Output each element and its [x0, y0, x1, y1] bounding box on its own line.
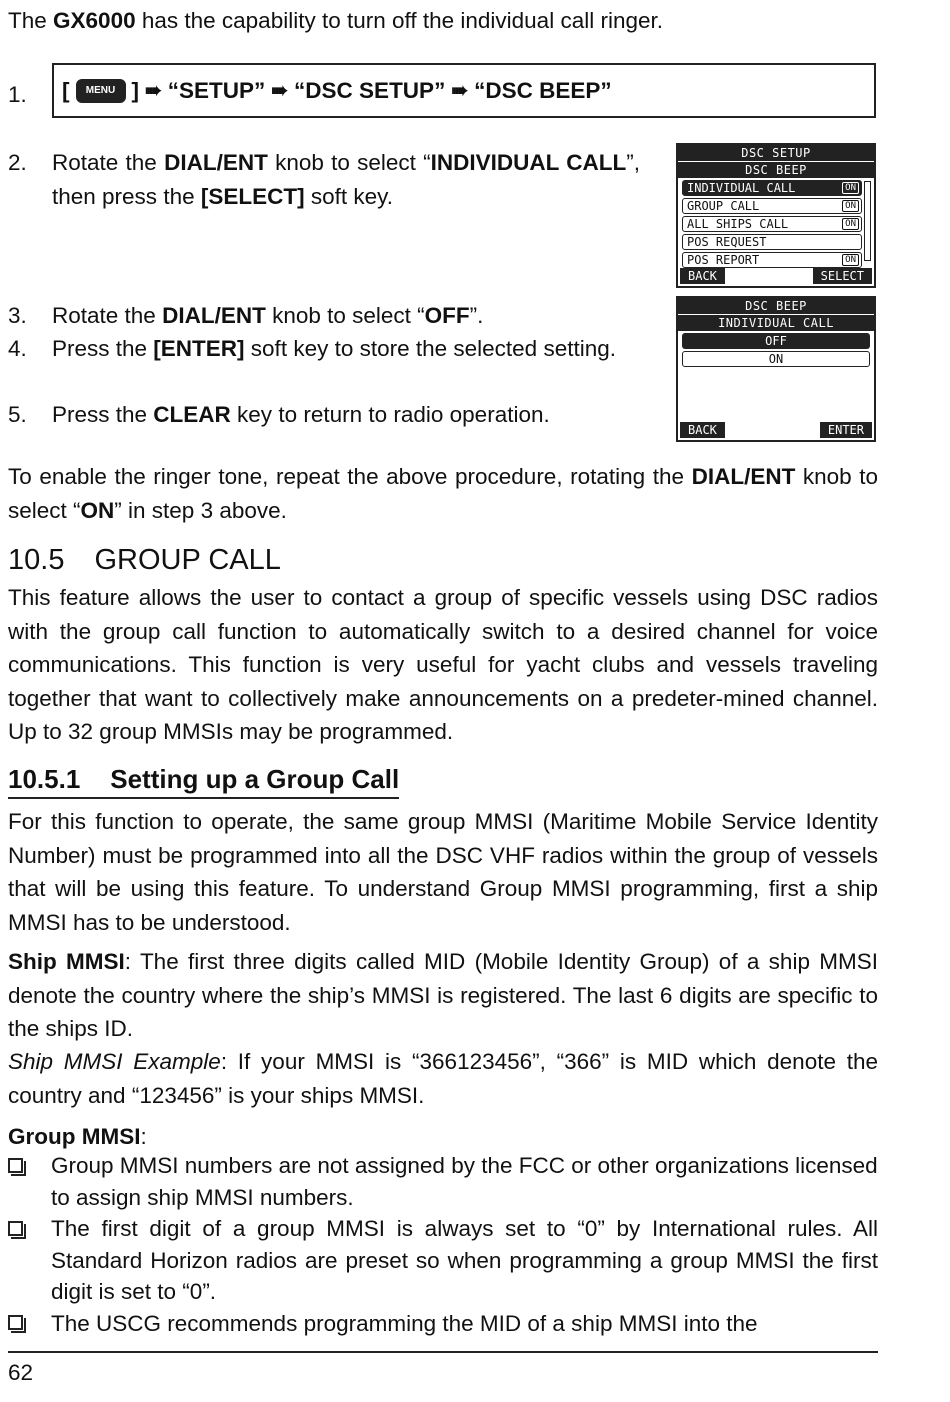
lcd-menu-row: POS REQUEST [682, 234, 862, 250]
lcd-title: DSC BEEP [678, 298, 874, 314]
checkbox-bullet-icon [8, 1158, 23, 1173]
checkbox-bullet-icon [8, 1315, 23, 1330]
lcd-menu-row: ALL SHIPS CALL ON [682, 216, 862, 232]
page-number: 62 [8, 1360, 34, 1385]
checkbox-bullet-icon [8, 1221, 23, 1236]
step-number-3: 3. [8, 303, 27, 328]
lcd-subtitle: INDIVIDUAL CALL [678, 314, 874, 331]
back-softkey: BACK [680, 268, 725, 284]
intro-text: The GX6000 has the capability to turn off the individual call ringer. [8, 8, 663, 33]
lcd-screen-individual-call [676, 296, 876, 442]
section-body: This feature allows the user to contact a group of specific vessels using DSC radios with the group call function to automatically switch to a desired channel for voice communications. This function is very useful for yacht clubs and vessels traveling together that want to collectively make announcements on a predeter-mined channel. Up to 32 group MMSIs may be programmed. [8, 585, 878, 744]
lcd-menu-row: POS REPORT ON [682, 252, 862, 268]
group-mmsi-label: Group MMSI: [8, 1124, 147, 1149]
arrow-icon: ➠ [145, 80, 162, 102]
step-number-1: 1. [8, 82, 27, 107]
ship-mmsi-paragraph: Ship MMSI: The first three digits called MID (Mobile Identity Group) of a ship MMSI denote the country where the ship’s MMSI is registered. The last 6 digits are specific to the ships ID. [8, 949, 878, 1041]
list-item: The USCG recommends programming the MID of a ship MMSI into the [8, 1307, 878, 1341]
arrow-icon: ➠ [271, 80, 289, 102]
menu-path-item: “DSC BEEP” [474, 77, 612, 103]
lcd-screen-dsc-beep-menu [676, 143, 876, 288]
ship-mmsi-example: Ship MMSI Example: If your MMSI is “366123456”, “366” is MID which denote the country and “123456” is your ships MMSI. [8, 1049, 878, 1108]
arrow-icon: ➠ [451, 80, 469, 102]
menu-path-item: “SETUP” [167, 77, 266, 103]
subsection-body: For this function to operate, the same group MMSI (Maritime Mobile Service Identity Number) must be programmed into all the DSC VHF radios within the group of vessels that will be using this feature. To understand Group MMSI programming, first a ship MMSI has to be understood. [8, 809, 878, 935]
step-2-text: Rotate the DIAL/ENT knob to select “INDIVIDUAL CALL”, then press the [SELECT] soft key. [52, 150, 640, 209]
enter-softkey: ENTER [820, 422, 872, 438]
menu-path-item: “DSC SETUP” [294, 77, 446, 103]
lcd-scrollbar [864, 181, 871, 261]
back-softkey: BACK [680, 422, 725, 438]
enable-ringer-note: To enable the ringer tone, repeat the above procedure, rotating the DIAL/ENT knob to select “ON” in step 3 above. [8, 464, 878, 523]
step-5-text: Press the CLEAR key to return to radio operation. [52, 402, 550, 427]
step-4-text: Press the [ENTER] soft key to store the selected setting. [52, 336, 616, 361]
list-item: Group MMSI numbers are not assigned by the FCC or other organizations licensed to assign ship MMSI numbers. [8, 1150, 878, 1214]
lcd-option-row: OFF [682, 333, 870, 349]
lcd-option-row: ON [682, 351, 870, 367]
section-heading: 10.5 GROUP CALL [8, 544, 281, 576]
footer-rule [8, 1351, 878, 1353]
lcd-title: DSC SETUP [678, 145, 874, 161]
lcd-menu-row: GROUP CALL ON [682, 198, 862, 214]
step-number-4: 4. [8, 336, 27, 361]
step-number-2: 2. [8, 150, 27, 175]
step-3-text: Rotate the DIAL/ENT knob to select “OFF”. [52, 303, 484, 328]
select-softkey: SELECT [813, 268, 872, 284]
menu-key-icon: MENU [76, 79, 126, 103]
lcd-subtitle: DSC BEEP [678, 161, 874, 178]
menu-path-box: [ MENU ] ➠ “SETUP” ➠ “DSC SETUP” ➠ “DSC BEEP” [52, 63, 876, 118]
lcd-menu-row: INDIVIDUAL CALL ON [682, 180, 862, 196]
step-number-5: 5. [8, 402, 27, 427]
subsection-heading: 10.5.1 Setting up a Group Call [8, 764, 399, 799]
list-item: The first digit of a group MMSI is always set to “0” by International rules. All Standard Horizon radios are preset so when programming a group MMSI the first digit is set to “0”. [8, 1213, 878, 1308]
